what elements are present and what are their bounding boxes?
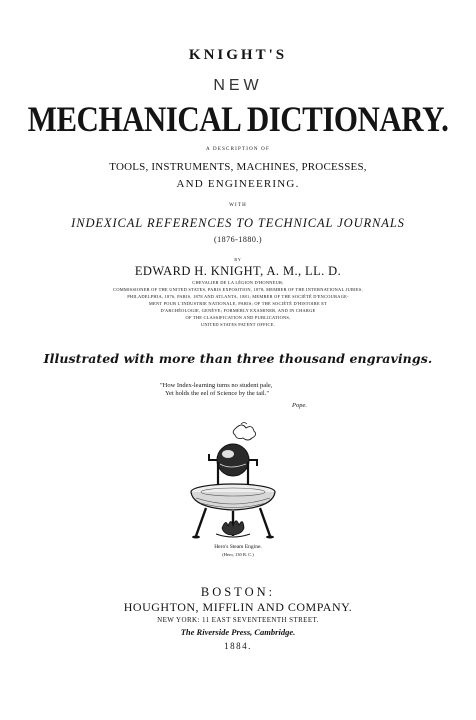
illustrated-line: Illustrated with more than three thousand engravings. <box>43 351 433 366</box>
author-credential-line: UNITED STATES PATENT OFFICE. <box>201 322 275 327</box>
subtitle-with: WITH <box>229 203 247 208</box>
epigraph-attribution: Pope. <box>292 402 307 409</box>
byline-by: BY <box>234 257 242 262</box>
author-credential-line: MENT POUR L'INDUSTRIE NATIONALE, PARIS; OF THE SOCIÉTÉ D'HISTOIRE ET <box>148 301 328 306</box>
author-credential-line: D'ARCHÉOLOGIE, GENÈVE; FORMERLY EXAMINER, AND IN CHARGE <box>160 308 316 313</box>
figure-caption-date: (Hero, 130 B. C.) <box>222 552 254 557</box>
author-credential-line: CHEVALIER DE LA LÉGION D'HONNEUR; <box>192 280 284 285</box>
author-credential-line: PHILADELPHIA, 1876, PARIS, 1878 AND ATLANTA, 1881; MEMBER OF THE SOCIÉTÉ D'ENCOURAGE- <box>127 294 349 299</box>
imprint-publisher: HOUGHTON, MIFFLIN AND COMPANY. <box>123 600 353 614</box>
subtitle-tools-line: TOOLS, INSTRUMENTS, MACHINES, PROCESSES, <box>109 161 367 173</box>
imprint-city: BOSTON: <box>200 585 276 599</box>
main-title: MECHANICAL DICTIONARY. <box>27 98 449 139</box>
title-line-knights: KNIGHT'S <box>188 47 288 63</box>
imprint-press: The Riverside Press, Cambridge. <box>180 627 296 637</box>
subtitle-engineering-line: AND ENGINEERING. <box>176 178 300 190</box>
imprint-new-york: NEW YORK: 11 EAST SEVENTEENTH STREET. <box>157 616 319 624</box>
figure-caption: Hero's Steam Engine. <box>214 544 262 550</box>
subtitle-a-description-of: A DESCRIPTION OF <box>206 147 270 152</box>
subtitle-indexical-line: INDEXICAL REFERENCES TO TECHNICAL JOURNALS <box>71 216 405 230</box>
herons-steam-engine-engraving <box>178 420 288 562</box>
subtitle-years: (1876-1880.) <box>214 235 262 244</box>
title-line-new: NEW <box>213 77 263 94</box>
imprint-year: 1884. <box>224 641 252 651</box>
epigraph-line: "How Index-learning turns no student pale, <box>160 382 273 389</box>
author-credential-line: OF THE CLASSIFICATION AND PUBLICATIONS, <box>185 315 291 320</box>
author-name: EDWARD H. KNIGHT, A. M., LL. D. <box>134 264 342 278</box>
epigraph-line: Yet holds the eel of Science by the tail." <box>165 390 269 397</box>
author-credential-line: COMMISSIONER OF THE UNITED STATES, PARIS EXPOSITION, 1878; MEMBER OF THE INTERNATIONAL JURIES, <box>113 287 363 292</box>
